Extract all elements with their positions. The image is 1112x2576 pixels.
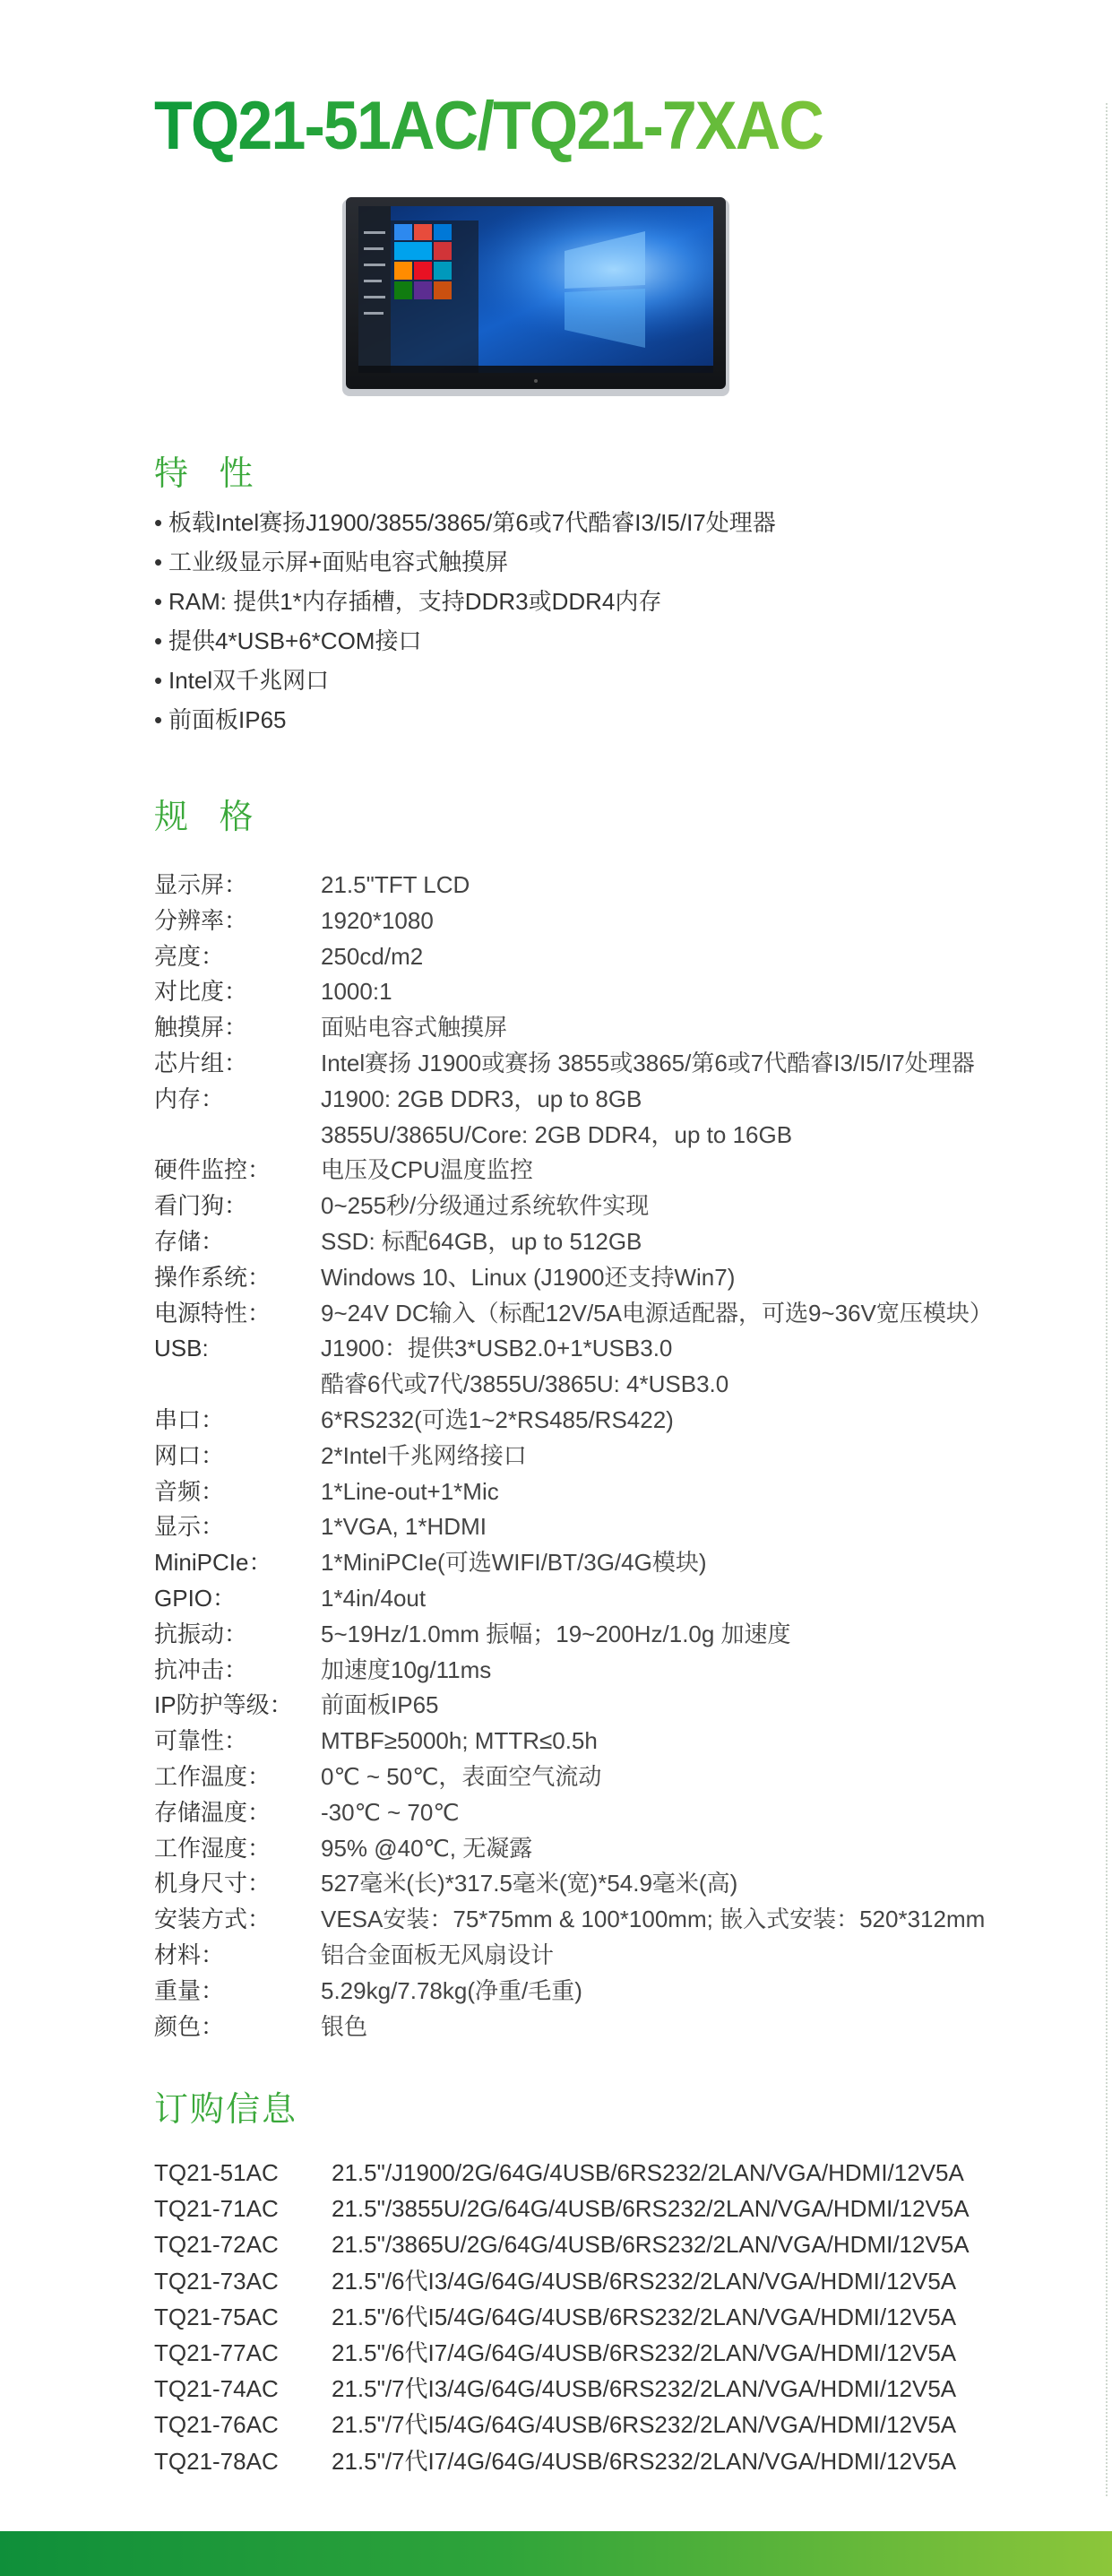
- spec-label: 机身尺寸：: [154, 1870, 272, 1897]
- spec-row: [154, 1224, 993, 1260]
- spec-label: 存储：: [154, 1227, 225, 1255]
- spec-value: 527毫米(长)*317.5毫米(宽)*54.9毫米(高): [321, 1870, 738, 1897]
- spec-value: 21.5"TFT LCD: [321, 871, 470, 898]
- spec-row: [154, 1010, 993, 1046]
- model-description: 21.5"/6代I7/4G/64G/4USB/6RS232/2LAN/VGA/HDMI/12V5A: [332, 2339, 957, 2367]
- spec-label: [154, 1367, 321, 1403]
- spec-value: 0℃ ~ 50℃，表面空气流动: [321, 1762, 602, 1790]
- feature-item: • RAM: 提供1*内存插槽，支持DDR3或DDR4内存: [154, 588, 662, 615]
- spec-value: 1*VGA, 1*HDMI: [321, 1513, 487, 1541]
- features-heading: 特 性: [154, 455, 264, 493]
- spec-value: 铝合金面板无风扇设计: [321, 1941, 555, 1968]
- spec-value: Intel赛扬 J1900或赛扬 3855或3865/第6或7代酷睿I3/I5/I7处理器: [321, 1049, 975, 1076]
- spec-row: [154, 974, 993, 1010]
- spec-label: 电源特性：: [154, 1299, 272, 1327]
- spec-row: [154, 1153, 993, 1189]
- spec-value: MTBF≥5000h; MTTR≤0.5h: [321, 1727, 598, 1755]
- spec-value: 1*Line-out+1*Mic: [321, 1477, 499, 1505]
- spec-value: 1*4in/4out: [321, 1584, 427, 1612]
- spec-row: [154, 1331, 993, 1367]
- spec-label: 材料：: [154, 1941, 225, 1968]
- specs-heading: 规 格: [154, 799, 264, 836]
- spec-value: 1*MiniPCIe(可选WIFI/BT/3G/4G模块): [321, 1549, 707, 1577]
- spec-value: 5~19Hz/1.0mm 振幅；19~200Hz/1.0g 加速度: [321, 1620, 791, 1647]
- spec-label: USB:: [154, 1335, 209, 1362]
- spec-value: 2*Intel千兆网络接口: [321, 1441, 527, 1469]
- spec-label: MiniPCIe：: [154, 1549, 272, 1577]
- spec-row: [154, 1260, 993, 1296]
- spec-value: VESA安装：75*75mm & 100*100mm; 嵌入式安装：520*312mm: [321, 1906, 986, 1933]
- spec-row: [154, 1581, 993, 1617]
- spec-row: [154, 1866, 993, 1902]
- model-description: 21.5"/6代I5/4G/64G/4USB/6RS232/2LAN/VGA/HDMI/12V5A: [332, 2303, 957, 2330]
- spec-value: SSD: 标配64GB，up to 512GB: [321, 1227, 642, 1255]
- spec-value: 1920*1080: [321, 906, 434, 934]
- spec-value: 前面板IP65: [321, 1691, 439, 1719]
- spec-value: 6*RS232(可选1~2*RS485/RS422): [321, 1405, 674, 1433]
- ordering-row: [154, 2371, 970, 2407]
- spec-row: [154, 1902, 993, 1938]
- spec-row: [154, 2010, 993, 2045]
- ordering-row: [154, 2335, 970, 2371]
- spec-value: J1900：提供3*USB2.0+1*USB3.0: [321, 1335, 673, 1362]
- spec-label: 显示屏：: [154, 871, 248, 898]
- spec-label: 重量：: [154, 1976, 225, 2004]
- ordering-row: [154, 2155, 970, 2191]
- panel-pc-image: [340, 195, 731, 398]
- spec-label: 网口：: [154, 1441, 225, 1469]
- model-number: TQ21-75AC: [154, 2303, 279, 2330]
- feature-item: • 板载Intel赛扬J1900/3855/3865/第6或7代酷睿I3/I5/I7处理器: [154, 509, 776, 536]
- spec-value: -30℃ ~ 70℃: [321, 1798, 460, 1826]
- model-description: 21.5"/J1900/2G/64G/4USB/6RS232/2LAN/VGA/HDMI/12V5A: [332, 2159, 964, 2186]
- spec-label: 工作湿度：: [154, 1834, 272, 1862]
- spec-value: 面贴电容式触摸屏: [321, 1014, 508, 1042]
- spec-value: 1000:1: [321, 978, 392, 1006]
- model-number: TQ21-78AC: [154, 2447, 279, 2475]
- ordering-table: [154, 2155, 970, 2479]
- spec-label: 可靠性：: [154, 1727, 248, 1755]
- spec-row: [154, 903, 993, 939]
- spec-value: J1900: 2GB DDR3，up to 8GB: [321, 1085, 642, 1112]
- spec-row: [154, 1474, 993, 1510]
- spec-value: 95% @40℃, 无凝露: [321, 1834, 533, 1862]
- model-description: 21.5"/7代I5/4G/64G/4USB/6RS232/2LAN/VGA/HDMI/12V5A: [332, 2411, 957, 2439]
- spec-row: [154, 1403, 993, 1439]
- spec-table: [154, 868, 993, 2044]
- spec-row: [154, 1439, 993, 1474]
- spec-value: 酷睿6代或7代/3855U/3865U: 4*USB3.0: [321, 1370, 729, 1398]
- feature-item: • 前面板IP65: [154, 706, 287, 733]
- ordering-heading: 订购信息: [154, 2091, 298, 2129]
- spec-label: 安装方式：: [154, 1906, 272, 1933]
- ordering-row: [154, 2191, 970, 2226]
- spec-value: 银色: [321, 2012, 368, 2040]
- model-description: 21.5"/6代I3/4G/64G/4USB/6RS232/2LAN/VGA/HDMI/12V5A: [332, 2267, 957, 2295]
- spec-value: 0~255秒/分级通过系统软件实现: [321, 1192, 650, 1220]
- spec-value: 250cd/m2: [321, 942, 424, 970]
- spec-row: [154, 1082, 993, 1118]
- right-dotted-divider: [1106, 103, 1108, 2496]
- spec-row: [154, 1759, 993, 1795]
- spec-row: [154, 1795, 993, 1831]
- model-number: TQ21-77AC: [154, 2339, 279, 2367]
- spec-row: [154, 1509, 993, 1545]
- spec-value: Windows 10、Linux (J1900还支持Win7): [321, 1263, 736, 1291]
- spec-row: [154, 1974, 993, 2010]
- model-description: 21.5"/7代I3/4G/64G/4USB/6RS232/2LAN/VGA/HDMI/12V5A: [332, 2375, 957, 2403]
- spec-label: 对比度：: [154, 978, 248, 1006]
- spec-label: 分辨率：: [154, 906, 248, 934]
- model-description: 21.5"/3855U/2G/64G/4USB/6RS232/2LAN/VGA/HDMI/12V5A: [332, 2195, 970, 2223]
- spec-row: [154, 1688, 993, 1724]
- features-list: [154, 503, 776, 739]
- spec-row: [154, 1545, 993, 1581]
- spec-row: [154, 1831, 993, 1867]
- spec-label: 颜色：: [154, 2012, 225, 2040]
- spec-row: [154, 1367, 993, 1403]
- ordering-row: [154, 2263, 970, 2299]
- spec-label: 看门狗：: [154, 1192, 248, 1220]
- spec-row: [154, 1724, 993, 1759]
- spec-label: 触摸屏：: [154, 1014, 248, 1042]
- spec-label: 内存：: [154, 1085, 225, 1112]
- ordering-row: [154, 2299, 970, 2335]
- model-number: TQ21-73AC: [154, 2267, 279, 2295]
- spec-row: [154, 1189, 993, 1224]
- spec-row: [154, 868, 993, 903]
- feature-item: • 提供4*USB+6*COM接口: [154, 627, 422, 654]
- ordering-row: [154, 2443, 970, 2479]
- model-number: TQ21-51AC: [154, 2159, 279, 2186]
- spec-label: 显示：: [154, 1513, 225, 1541]
- spec-label: 存储温度：: [154, 1798, 272, 1826]
- spec-value: 3855U/3865U/Core: 2GB DDR4，up to 16GB: [321, 1120, 793, 1148]
- spec-label: 操作系统：: [154, 1263, 272, 1291]
- spec-label: 串口：: [154, 1405, 225, 1433]
- model-number: TQ21-76AC: [154, 2411, 279, 2439]
- spec-label: 工作温度：: [154, 1762, 272, 1790]
- ordering-row: [154, 2226, 970, 2262]
- model-number: TQ21-74AC: [154, 2375, 279, 2403]
- footer-bar: [0, 2531, 1112, 2576]
- spec-label: 抗冲击：: [154, 1655, 248, 1683]
- spec-label: 芯片组：: [154, 1049, 248, 1076]
- ordering-row: [154, 2407, 970, 2442]
- feature-item: • Intel双千兆网口: [154, 667, 330, 694]
- spec-label: 抗振动：: [154, 1620, 248, 1647]
- spec-value: 9~24V DC输入（标配12V/5A电源适配器，可选9~36V宽压模块）: [321, 1299, 993, 1327]
- model-description: 21.5"/7代I7/4G/64G/4USB/6RS232/2LAN/VGA/HDMI/12V5A: [332, 2447, 957, 2475]
- spec-row: [154, 1118, 993, 1154]
- page-title: TQ21-51AC/TQ21-7XAC: [154, 86, 823, 167]
- spec-label: 亮度：: [154, 942, 225, 970]
- spec-label: IP防护等级：: [154, 1691, 293, 1719]
- spec-label: 硬件监控：: [154, 1156, 272, 1184]
- spec-value: 加速度10g/11ms: [321, 1655, 492, 1683]
- model-number: TQ21-71AC: [154, 2195, 279, 2223]
- spec-row: [154, 1046, 993, 1082]
- spec-label: [154, 1118, 321, 1154]
- spec-row: [154, 1938, 993, 1974]
- model-number: TQ21-72AC: [154, 2231, 279, 2259]
- spec-label: GPIO：: [154, 1584, 237, 1612]
- spec-label: 音频：: [154, 1477, 225, 1505]
- model-description: 21.5"/3865U/2G/64G/4USB/6RS232/2LAN/VGA/HDMI/12V5A: [332, 2231, 970, 2259]
- spec-row: [154, 939, 993, 975]
- spec-row: [154, 1617, 993, 1653]
- feature-item: • 工业级显示屏+面贴电容式触摸屏: [154, 549, 509, 575]
- spec-value: 电压及CPU温度监控: [321, 1156, 533, 1184]
- spec-value: 5.29kg/7.78kg(净重/毛重): [321, 1976, 582, 2004]
- spec-row: [154, 1296, 993, 1332]
- spec-row: [154, 1653, 993, 1689]
